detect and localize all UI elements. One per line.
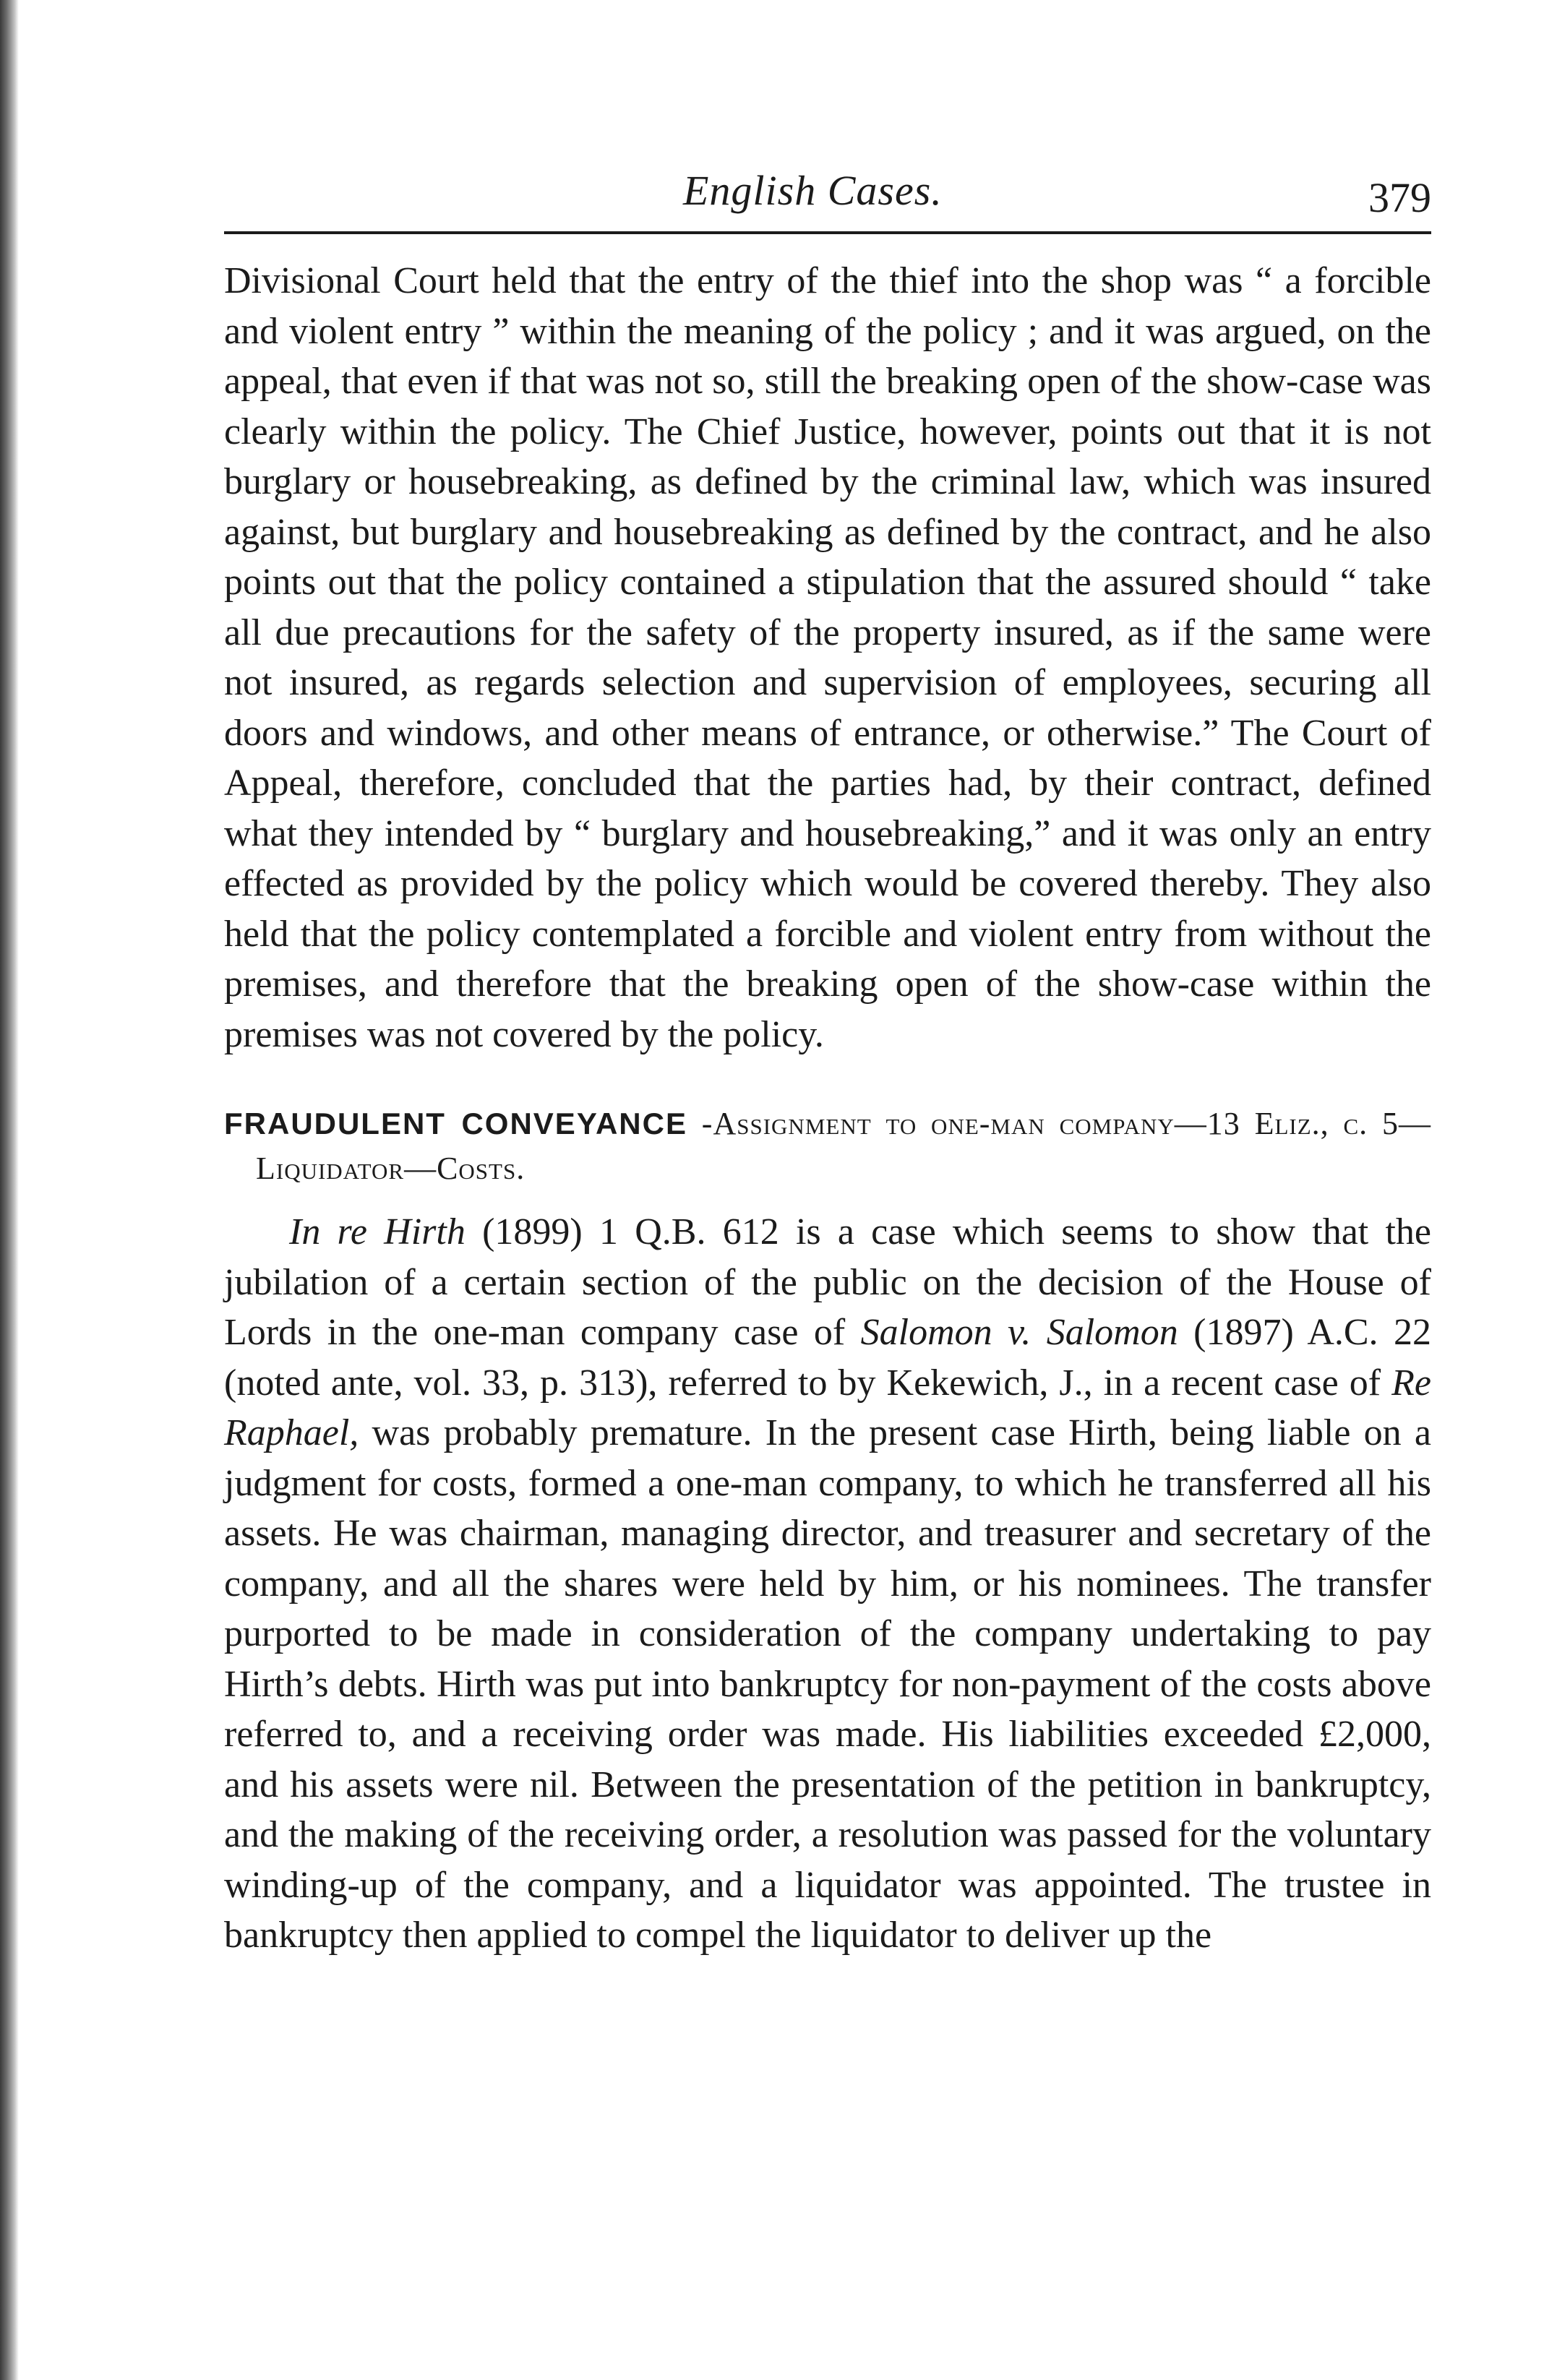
case-name-raphael: Re Raphael,	[224, 1362, 1431, 1453]
section-heading	[224, 1101, 1431, 1191]
page-header	[224, 159, 1431, 234]
heading-subtopic: -Assignment to one-man company—13 Eliz., c. 5—Liquidator—Costs.	[256, 1106, 1431, 1186]
page-body	[224, 256, 1431, 1961]
paragraph-text: (1897) A.C. 22 (noted ante, vol. 33, p. 313), referred to by Kekewich, J., in a recent case of	[224, 1312, 1431, 1404]
book-page	[224, 159, 1431, 1961]
case-name-salomon: Salomon v. Salomon	[860, 1312, 1178, 1353]
paragraph-text: was probably premature. In the present case Hirth, being liable on a judgment for costs, formed a one-man company, to which he transferred all his assets. He was chairman, managing director, and treasurer and secretary of the company, and all the shares were held by him, or his nominees. The transfer purported to be made in consideration of the company undertaking to pay Hirth’s debts. Hirth was put into bankruptcy for non-payment of the costs above referred to, and a receiving order was made. His liabilities exceeded £2,000, and his assets were nil. Between the presentation of the petition in bankruptcy, and the making of the receiving order, a resolution was passed for the voluntary winding-up of the company, and a liquidator was appointed. The trustee in bankruptcy then applied to compel the liquidator to deliver up the	[224, 1412, 1431, 1956]
page-number: 379	[1368, 174, 1431, 221]
paragraph-burglary-policy: Divisional Court held that the entry of the thief into the shop was “ a forcible and violent entry ” within the meaning of the policy ; and it was argued, on the appeal, that even if that was not so, still the breaking open of the show-case was clearly within the policy. The Chief Justice, however, points out that it is not burglary or housebreaking, as defined by the criminal law, which was insured against, but burglary and housebreaking as defined by the contract, and he also points out that the policy contained a stipulation that the assured should “ take all due precautions for the safety of the property insured, as if the same were not insured, as regards selection and supervision of employees, securing all doors and windows, and other means of entrance, or otherwise.” The Court of Appeal, therefore, concluded that the parties had, by their contract, defined what they intended by “ burglary and housebreaking,” and it was only an entry effected as provided by the policy which would be covered thereby. They also held that the policy contemplated a forcible and violent entry from without the premises, and therefore that the breaking open of the show-case within the premises was not covered by the policy.	[224, 260, 1431, 1055]
page-spine-shadow	[0, 0, 19, 2380]
heading-topic: FRAUDULENT CONVEYANCE	[224, 1107, 687, 1140]
running-title: English Cases.	[683, 167, 943, 214]
case-name-hirth: In re Hirth	[289, 1211, 466, 1253]
paragraph-text: (1899) 1 Q.B. 612 is a case which seems to show that the jubilation of a certain section of the public on the decision of the House of Lords in the one-man company case of	[224, 1211, 1431, 1353]
paragraph-hirth-case	[224, 1207, 1431, 1961]
